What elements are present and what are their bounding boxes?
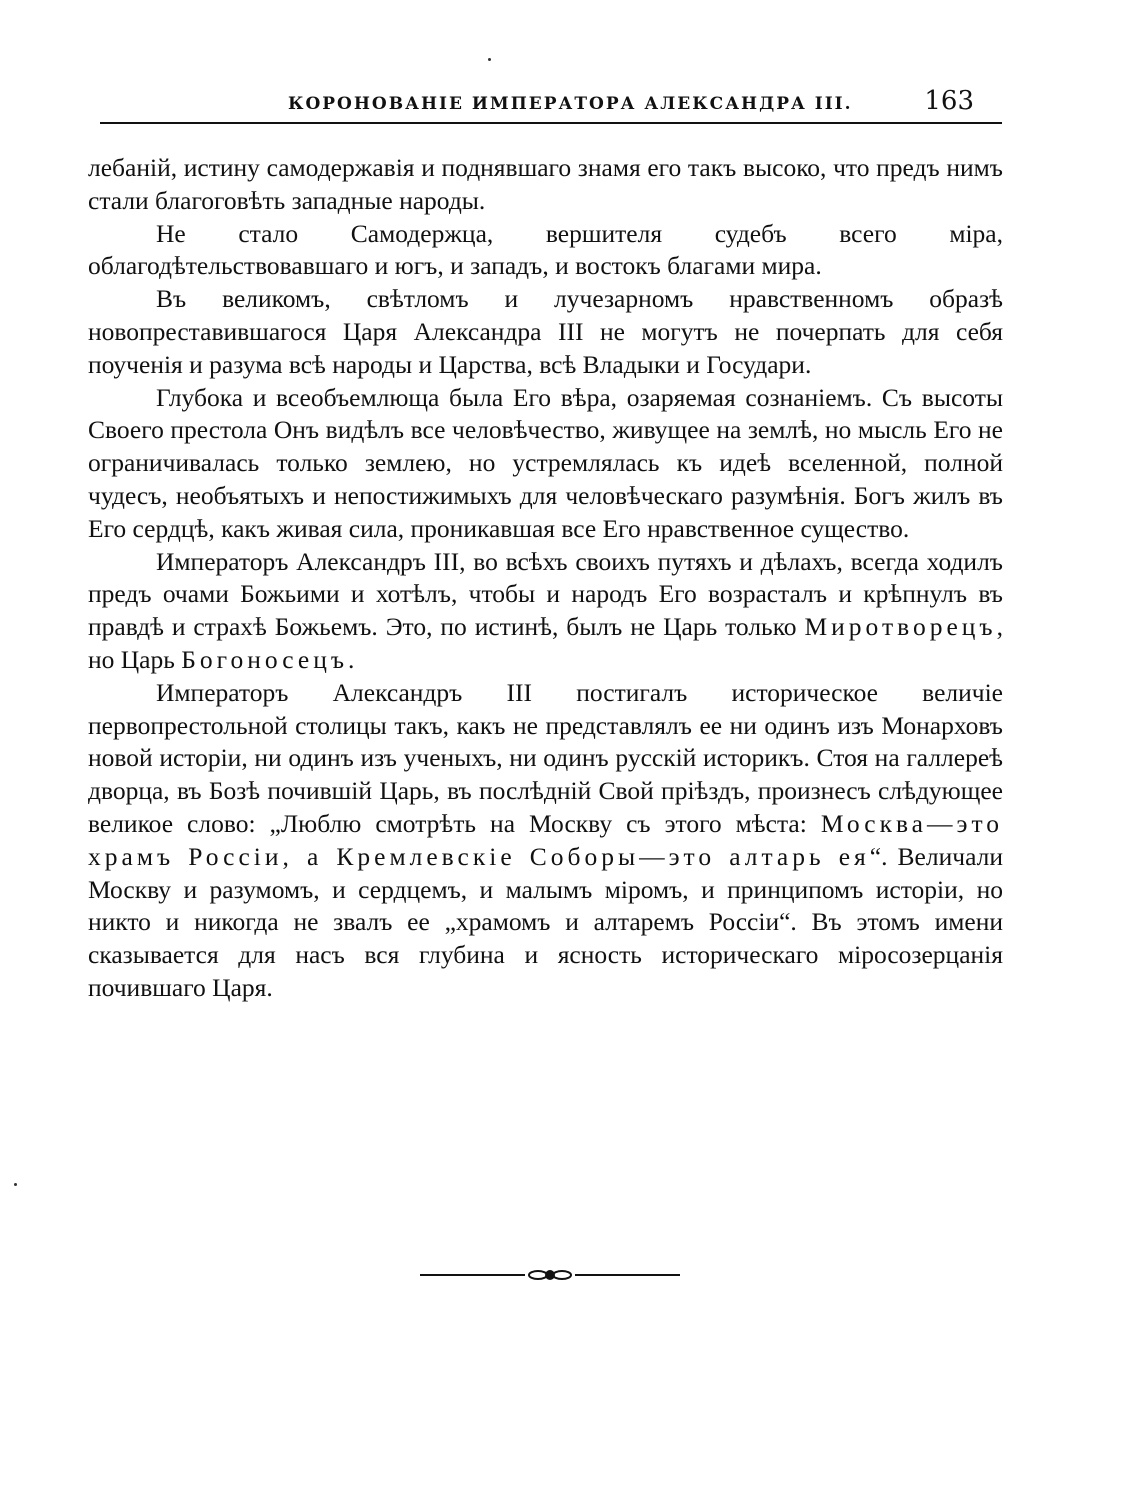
paragraph-5-text-e: .: [348, 644, 355, 674]
paragraph-4: Глубока и всеобъемлюща была Его вѣра, озаряемая сознаніемъ. Съ высоты Своего престола Онъ видѣлъ все человѣчество, живущее на землѣ, но мысль Его не ограничивалась только землею, но устремлялась къ идеѣ вселенной, полной чудесъ, необъятыхъ и непостижимыхъ для человѣческаго разумѣнія. Богъ жилъ въ Его сердцѣ, какъ живая сила, проникавшая все Его нравственное существо.: [88, 382, 1003, 543]
paragraph-2: Не стало Самодержца, вершителя судебъ всего міра, облагодѣтельствовавшаго и югъ, и западъ, и востокъ благами мира.: [88, 218, 1003, 281]
stray-dot-top: [488, 58, 491, 61]
paragraph-3: Въ великомъ, свѣтломъ и лучезарномъ нравственномъ образѣ новопреставившагося Царя Александра III не могутъ не почерпать для себя поученія и разума всѣ народы и Царства, всѣ Владыки и Государи.: [88, 284, 1003, 379]
epithet-god-bearer: Богоносецъ: [181, 644, 349, 674]
paragraph-6: [88, 677, 1003, 1005]
paragraph-5: [88, 546, 1003, 677]
stray-dot-left: [14, 1183, 17, 1186]
ornament-divider: [420, 1266, 680, 1284]
epithet-peacemaker: Миротворецъ: [804, 612, 997, 642]
page-number: 163: [924, 86, 974, 116]
paragraph-6-text-c: “. Величали Москву и разумомъ, и сердцемъ, и малымъ міромъ, и принципомъ исторіи, но никто и никогда не звалъ ее „храмомъ и алтаремъ Россіи“. Въ этомъ имени сказывается для насъ вся глубина и ясность историческаго міросозерцанія почившаго Царя.: [88, 841, 1003, 1002]
quote-spaced: Москва—это храмъ Россіи, а Кремлевскіе Соборы—это алтарь ея: [88, 808, 1003, 871]
body-text: [88, 152, 1003, 1005]
paragraph-6-text-a: Императоръ Александръ III постигалъ историческое величіе первопрестольной столицы такъ, какъ не представлялъ ее ни одинъ изъ Монарховъ новой исторіи, ни одинъ изъ ученыхъ, ни одинъ русскій историкъ. Стоя на галлереѣ дворца, въ Бозѣ почившій Царь, въ послѣдній Свой пріѣздъ, произнесъ слѣдующее великое слово: „Люблю смотрѣть на Москву съ этого мѣста:: [88, 677, 1003, 838]
running-title: КОРОНОВАНІЕ ИМПЕРАТОРА АЛЕКСАНДРА III.: [288, 94, 853, 114]
page-header: [100, 86, 1002, 124]
paragraph-5-text-c: , но Царь: [88, 612, 1003, 674]
paragraph-1: лебаній, истину самодержавія и поднявшаго знамя его такъ высоко, что предъ нимъ стали благоговѣть западные народы.: [88, 153, 1003, 215]
paragraph-5-text-a: Императоръ Александръ III, во всѣхъ своихъ путяхъ и дѣлахъ, всегда ходилъ предъ очами Божьими и хотѣлъ, чтобы и народъ Его возрасталъ и крѣпнулъ въ правдѣ и страхѣ Божьемъ. Это, по истинѣ, былъ не Царь только: [88, 546, 1003, 642]
